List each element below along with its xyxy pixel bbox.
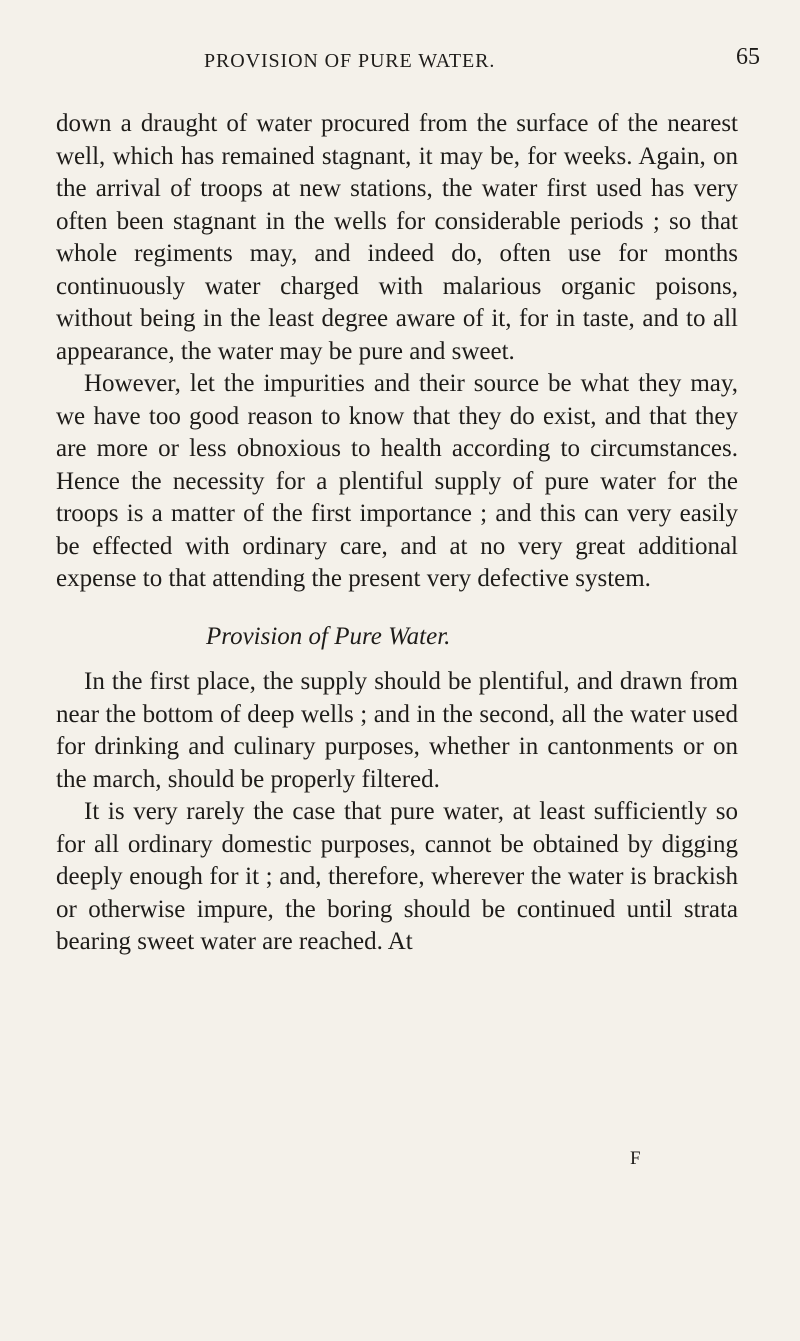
running-head [0, 44, 800, 90]
page-number: 65 [736, 44, 760, 70]
running-title: PROVISION OF PURE WATER. [204, 50, 496, 72]
paragraph: In the first place, the supply should be plentiful, and drawn from near the bottom of deep wells ; and in the second, all the water used for drinking and culinary purposes, whether in cantonments or on the march, should be properly filtered. [56, 668, 738, 793]
paragraph: It is very rarely the case that pure water, at least sufficiently so for all ordinary domestic purposes, cannot be obtained by digging deeply enough for it ; and, therefore, wherever the water is brackish or otherwise impure, the boring should be continued until strata bearing sweet water are reached. At [56, 798, 738, 955]
body-text [56, 108, 738, 959]
section-heading: Provision of Pure Water. [206, 622, 451, 650]
paragraph: However, let the impurities and their source be what they may, we have too good reason to know that they do exist, and that they are more or less obnoxious to health according to circumstances. Hence the necessity for a plentiful supply of pure water for the troops is a matter of the first importance ; and this can very easily be effected with ordinary care, and at no very great additional expense to that attending the present very defective system. [56, 370, 738, 592]
signature-mark: F [630, 1148, 641, 1169]
paragraph-continued: down a draught of water procured from the surface of the nearest well, which has remained stagnant, it may be, for weeks. Again, on the arrival of troops at new stations, the water first used has very often been stagnant in the wells for considerable periods ; so that whole regiments may, and indeed do, often use for months continuously water charged with malarious organic poisons, without being in the least degree aware of it, for in taste, and to all appearance, the water may be pure and sweet. [56, 110, 738, 365]
